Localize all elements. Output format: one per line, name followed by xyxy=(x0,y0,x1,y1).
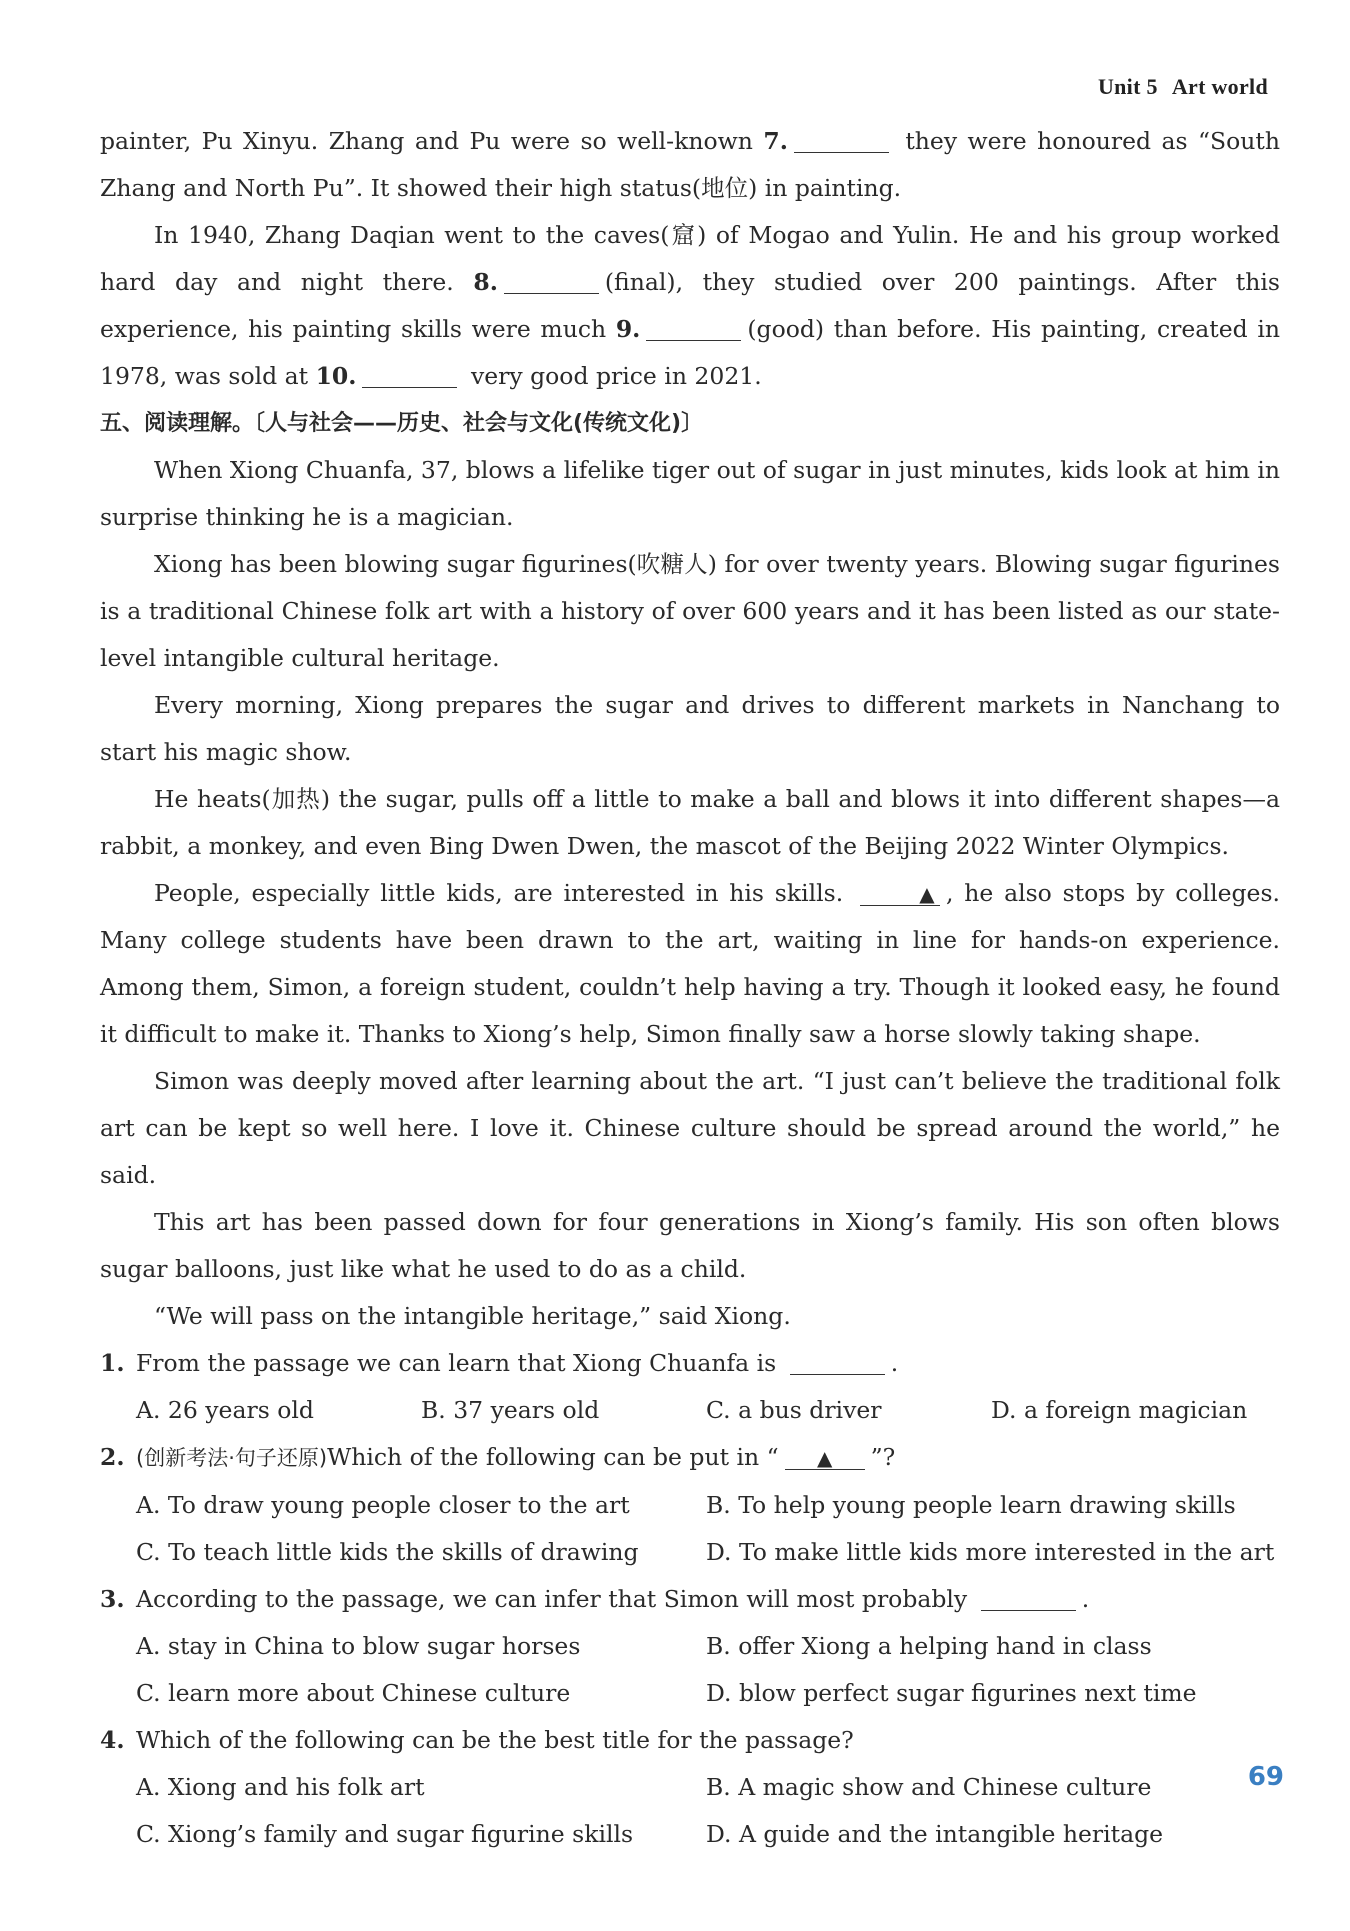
option-b[interactable]: B. A magic show and Chinese culture xyxy=(706,1773,1152,1801)
text-run: (final), they studied over 200 paintings. After this experience, his painting skills were much xyxy=(100,268,1280,343)
cloze-paragraph-1 xyxy=(100,118,1280,212)
option-d[interactable]: D. blow perfect sugar figurines next time xyxy=(706,1679,1197,1707)
option-d[interactable]: D. To make little kids more interested in the art xyxy=(706,1538,1275,1566)
section-heading: 五、阅读理解。〔人与社会——历史、社会与文化(传统文化)〕 xyxy=(100,411,704,436)
question-stem xyxy=(136,1576,1280,1623)
passage-paragraph-3: Every morning, Xiong prepares the sugar and drives to different markets in Nanchang to start his magic show. xyxy=(100,691,1280,766)
question-end: ”? xyxy=(870,1443,896,1471)
question-end: . xyxy=(1081,1585,1090,1613)
option-b[interactable]: B. offer Xiong a helping hand in class xyxy=(706,1632,1152,1660)
blank-number-8: 8. xyxy=(473,268,498,296)
passage-paragraph-2: Xiong has been blowing sugar figurines(吹糖人) for over twenty years. Blowing sugar figurines is a traditional Chinese folk art with a history of over 600 years and it has been listed as our state-level intangible cultural heritage. xyxy=(100,550,1280,672)
answer-blank[interactable] xyxy=(790,1348,885,1375)
question-number: 2. xyxy=(100,1443,125,1471)
unit-title: Art world xyxy=(1171,74,1268,99)
question-stem xyxy=(136,1434,1280,1482)
unit-label: Unit 5 xyxy=(1097,74,1158,99)
question-3-options-row-2 xyxy=(100,1670,1280,1717)
option-b[interactable]: B. To help young people learn drawing skills xyxy=(706,1491,1236,1519)
passage-paragraph-5 xyxy=(100,870,1280,1058)
passage-paragraph-6: Simon was deeply moved after learning about the art. “I just can’t believe the traditional folk art can be kept so well here. I love it. Chinese culture should be spread around the world,” he said. xyxy=(100,1067,1280,1189)
answer-blank-7[interactable] xyxy=(794,126,889,153)
question-4 xyxy=(100,1717,1280,1764)
question-3-options-row-1 xyxy=(100,1623,1280,1670)
option-c[interactable]: C. Xiong’s family and sugar figurine skills xyxy=(136,1820,634,1848)
question-1 xyxy=(100,1340,1280,1387)
question-4-options-row-2 xyxy=(100,1811,1280,1858)
option-a[interactable]: A. To draw young people closer to the art xyxy=(136,1491,630,1519)
text-run: In 1940, Zhang Daqian went to the caves(窟) of Mogao and Yulin. He and his group worked hard day and night there. xyxy=(100,221,1280,296)
passage-paragraph-7: This art has been passed down for four generations in Xiong’s family. His son often blows sugar balloons, just like what he used to do as a child. xyxy=(100,1208,1280,1283)
question-text: From the passage we can learn that Xiong Chuanfa is xyxy=(136,1349,777,1377)
text-run: they were honoured as “South Zhang and North Pu”. It showed their high status(地位) in painting. xyxy=(100,127,1280,202)
question-tag: (创新考法·句子还原) xyxy=(136,1446,328,1470)
page-number: 69 xyxy=(1247,1762,1284,1792)
sentence-gap-triangle[interactable]: ▲ xyxy=(860,883,940,906)
question-2-options-row-1 xyxy=(100,1482,1280,1529)
question-number: 3. xyxy=(100,1585,125,1613)
question-text: Which of the following can be put in “ xyxy=(327,1443,779,1471)
option-d[interactable]: D. A guide and the intangible heritage xyxy=(706,1820,1164,1848)
passage-paragraph-1: When Xiong Chuanfa, 37, blows a lifelike tiger out of sugar in just minutes, kids look at him in surprise thinking he is a magician. xyxy=(100,456,1280,531)
question-3 xyxy=(100,1576,1280,1623)
answer-blank-9[interactable] xyxy=(646,314,741,341)
question-number: 1. xyxy=(100,1349,125,1377)
question-end: . xyxy=(890,1349,899,1377)
question-text: Which of the following can be the best title for the passage? xyxy=(136,1726,854,1754)
page-content xyxy=(100,118,1280,1858)
option-c[interactable]: C. a bus driver xyxy=(706,1396,882,1424)
blank-number-7: 7. xyxy=(763,127,788,155)
triangle-reference: ▲ xyxy=(785,1447,865,1470)
answer-blank-10[interactable] xyxy=(362,361,457,388)
option-a[interactable]: A. Xiong and his folk art xyxy=(136,1773,425,1801)
passage-paragraph-8: “We will pass on the intangible heritage,” said Xiong. xyxy=(154,1302,791,1330)
question-2-options-row-2 xyxy=(100,1529,1280,1576)
text-run: , he also stops by colleges. Many college students have been drawn to the art, waiting in line for hands-on experience. Among them, Simon, a foreign student, couldn’t help having a try. Though it looked easy, he found it difficult to make it. Thanks to Xiong’s help, Simon finally saw a horse slowly taking shape. xyxy=(100,879,1280,1048)
running-header xyxy=(1084,74,1268,100)
answer-blank[interactable] xyxy=(981,1584,1076,1611)
text-run: (good) than before. His painting, created in 1978, was sold at xyxy=(100,315,1280,390)
blank-number-10: 10. xyxy=(315,362,357,390)
option-b[interactable]: B. 37 years old xyxy=(421,1396,600,1424)
question-text: According to the passage, we can infer that Simon will most probably xyxy=(136,1585,968,1613)
answer-blank-8[interactable] xyxy=(504,267,599,294)
option-c[interactable]: C. learn more about Chinese culture xyxy=(136,1679,571,1707)
option-c[interactable]: C. To teach little kids the skills of drawing xyxy=(136,1538,639,1566)
question-2 xyxy=(100,1434,1280,1482)
cloze-paragraph-2 xyxy=(100,212,1280,400)
option-a[interactable]: A. stay in China to blow sugar horses xyxy=(136,1632,581,1660)
text-run: very good price in 2021. xyxy=(470,362,762,390)
text-run: painter, Pu Xinyu. Zhang and Pu were so well-known xyxy=(100,127,753,155)
question-1-options xyxy=(100,1387,1280,1434)
question-4-options-row-1 xyxy=(100,1764,1280,1811)
question-number: 4. xyxy=(100,1726,125,1754)
text-run: People, especially little kids, are interested in his skills. xyxy=(154,879,844,907)
blank-number-9: 9. xyxy=(615,315,641,343)
question-stem xyxy=(136,1340,1280,1387)
option-a[interactable]: A. 26 years old xyxy=(136,1396,314,1424)
passage-paragraph-4: He heats(加热) the sugar, pulls off a little to make a ball and blows it into different shapes—a rabbit, a monkey, and even Bing Dwen Dwen, the mascot of the Beijing 2022 Winter Olympics. xyxy=(100,785,1280,860)
option-d[interactable]: D. a foreign magician xyxy=(991,1396,1248,1424)
